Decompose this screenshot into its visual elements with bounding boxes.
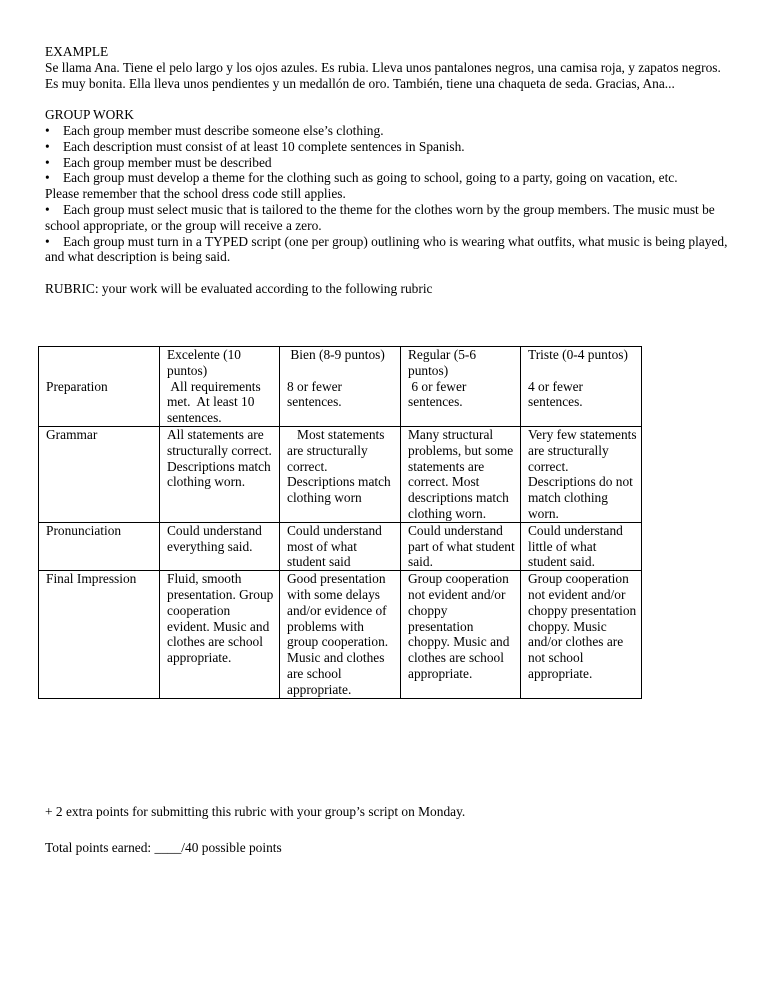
spacer	[45, 265, 735, 281]
row-category: Pronunciation	[39, 522, 160, 570]
bullet-text: Each group member must describe someone else’s clothing.	[63, 122, 384, 138]
bullet-text: Each group must turn in a TYPED script (one per group) outlining who is wearing what outfits, what music is being played, and what description is being said.	[45, 233, 728, 265]
table-cell: All statements are structurally correct. Descriptions match clothing worn.	[160, 426, 280, 522]
table-cell: Could understand everything said.	[160, 522, 280, 570]
bullet-text: Each group must develop a theme for the clothing such as going to school, going to a party, going on vacation, etc.	[63, 170, 678, 186]
table-cell: 8 or fewer sentences.	[280, 379, 401, 427]
table-cell: Group cooperation not evident and/or choppy presentation choppy. Music and/or clothes are not school appropriate.	[521, 571, 642, 698]
table-cell: Very few statements are structurally correct. Descriptions do not match clothing worn.	[521, 426, 642, 522]
rubric-intro: RUBRIC: your work will be evaluated according to the following rubric	[45, 280, 433, 296]
bullet-item	[45, 202, 735, 234]
bullet-item	[45, 123, 735, 139]
table-cell: Good presentation with some delays and/or evidence of problems with group cooperation. Music and clothes are school appropriate.	[280, 571, 401, 698]
table-cell: Fluid, smooth presentation. Group cooperation evident. Music and clothes are school appropriate.	[160, 571, 280, 698]
bullet-item	[45, 234, 735, 266]
table-row	[39, 379, 642, 427]
table-cell: All requirements met. At least 10 sentences.	[160, 379, 280, 427]
bullet-item	[45, 139, 735, 155]
row-category: Grammar	[39, 426, 160, 522]
group-work-heading: GROUP WORK	[45, 107, 134, 123]
example-text: Se llama Ana. Tiene el pelo largo y los ojos azules. Es rubia. Lleva unos pantalones negros, una camisa roja, y zapatos negros. Es muy bonita. Ella lleva unos pendientes y un medallón de oro. También, tiene una chaqueta de seda. Gracias, Ana...	[45, 59, 721, 91]
header-cell: Triste (0-4 puntos)	[521, 347, 642, 379]
bullet-glyph: •	[45, 170, 50, 186]
table-cell: Group cooperation not evident and/or choppy presentation choppy. Music and clothes are school appropriate.	[401, 571, 521, 698]
table-cell: 6 or fewer sentences.	[401, 379, 521, 427]
table-header-row	[39, 347, 642, 379]
bullet-glyph: •	[45, 138, 50, 154]
header-cell: Regular (5-6 puntos)	[401, 347, 521, 379]
table-row	[39, 426, 642, 522]
bullet-glyph: •	[45, 233, 50, 249]
table-cell: Could understand part of what student said.	[401, 522, 521, 570]
table-row	[39, 571, 642, 698]
bullet-glyph: •	[45, 122, 50, 138]
table-cell: Could understand most of what student said	[280, 522, 401, 570]
table-row	[39, 522, 642, 570]
rubric-table	[38, 346, 642, 699]
row-category: Preparation	[39, 379, 160, 427]
bullet-item	[45, 170, 735, 186]
bullet-text: Each group member must be described	[63, 154, 272, 170]
bullet-item	[45, 155, 735, 171]
bullet-text: Each description must consist of at least 10 complete sentences in Spanish.	[63, 138, 465, 154]
bullet-glyph: •	[45, 201, 50, 217]
bullet-text: Each group must select music that is tailored to the theme for the clothes worn by the group members. The music must be school appropriate, or the group will receive a zero.	[45, 201, 715, 233]
header-cell	[39, 347, 160, 379]
header-cell: Bien (8-9 puntos)	[280, 347, 401, 379]
dress-code-note: Please remember that the school dress code still applies.	[45, 186, 346, 202]
total-points-line: Total points earned: ____/40 possible points	[45, 840, 282, 855]
row-category: Final Impression	[39, 571, 160, 698]
spacer	[45, 91, 735, 107]
table-cell: Could understand little of what student said.	[521, 522, 642, 570]
header-cell: Excelente (10 puntos)	[160, 347, 280, 379]
document-body	[45, 44, 735, 297]
table-cell: 4 or fewer sentences.	[521, 379, 642, 427]
table-cell: Many structural problems, but some statements are correct. Most descriptions match clothing worn.	[401, 426, 521, 522]
table-cell: Most statements are structurally correct. Descriptions match clothing worn	[280, 426, 401, 522]
extra-points-note: + 2 extra points for submitting this rubric with your group’s script on Monday.	[45, 804, 466, 819]
bullet-glyph: •	[45, 154, 50, 170]
example-heading: EXAMPLE	[45, 44, 109, 59]
